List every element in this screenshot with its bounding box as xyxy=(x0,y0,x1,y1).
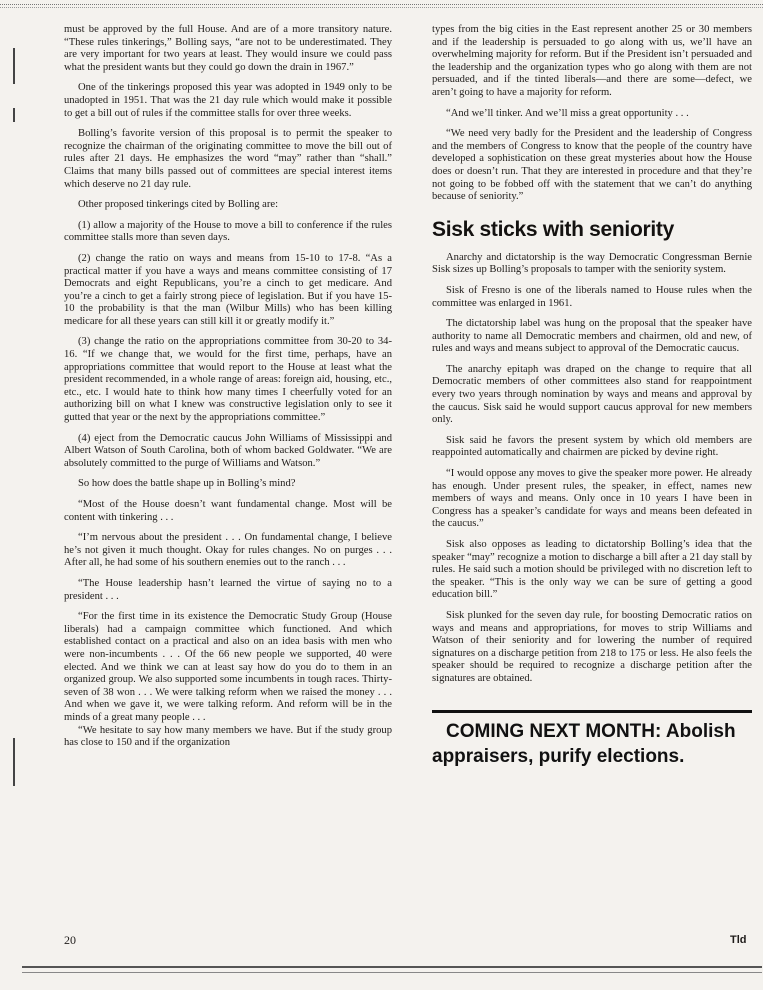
paragraph: types from the big cities in the East represent another 25 or 30 members and if the leadership is persuaded to go along with us, we’ll have an overwhelming majority for reform. But if the President isn’t persuaded and the leadership and the organization types who go along with them are not persuaded, and if the tinted liberals—and there are some—defect, we aren’t going to have a majority for reform. xyxy=(432,24,752,98)
paragraph: (4) eject from the Democratic caucus John Williams of Mississippi and Albert Watson of South Carolina, both of whom backed Goldwater. “We are absolutely committed to the purge of Williams and Watson.” xyxy=(64,432,392,469)
paragraph: Other proposed tinkerings cited by Bolling are: xyxy=(78,199,279,211)
paragraph: must be approved by the full House. And are of a more transitory nature. “These rules tinkerings,” Bolling says, “are not to be underestimated. They are very important for two years at least. They would insure we could pass what the president wants but they could go down the drain in 1967.” xyxy=(64,24,392,73)
margin-mark xyxy=(13,108,15,122)
section-heading: Sisk sticks with seniority xyxy=(432,217,674,241)
paragraph: Bolling’s favorite version of this proposal is to permit the speaker to recognize the chairman of the originating committee to move the bill out of rules after 21 days. He emphasizes the word “may” rather than “shall.” Claims that many bills passed out of committees are special interest items which deserve no 21 day rule. xyxy=(64,128,392,190)
paragraph: “We need very badly for the President and the leadership of Congress and the members of Congress to know that the people of the country have developed a sophistication on these great mysteries about how the House does or doesn’t run. That they are interested in procedure and that they’re not going to be fobbed off with the statement that we can’t do anything because of seniority.” xyxy=(432,128,752,203)
margin-mark xyxy=(13,48,15,84)
paragraph: “For the first time in its existence the Democratic Study Group (House liberals) had a campaign committee which functioned. And which established contact on a practical and also on an idea basis with men who were non-incumbents . . . Of the 66 new people we supported, 40 were elected. And we think we can at least say how do you do to them in an organized group. We also supported some incumbents in tough races. Thirty-seven of 38 won . . . We were talking reform when we raised the money . . . And when we gave it, we were talking reform. And reform will be in the minds of a great many people . . . xyxy=(64,611,392,723)
margin-mark xyxy=(13,738,15,786)
paragraph: The anarchy epitaph was draped on the change to require that all Democratic members of other committees also stand for reappointment every two years through nomination by ways and means and approval by the caucus. Sisk said he would support caucus approval for new members only. xyxy=(432,363,752,426)
paragraph: Sisk also opposes as leading to dictatorship Bolling’s idea that the speaker “may” recognize a motion to discharge a bill after a 21 day stall by rules. He said such a motion should be privileged with no discretion left to the speaker. “This is the only way we can be sure of getting a good education bill.” xyxy=(432,539,752,601)
paragraph: One of the tinkerings proposed this year was adopted in 1949 only to be unadopted in 1951. That was the 21 day rule which would make it possible to get a bill out of rules if the committee stalls for over three weeks. xyxy=(64,82,392,119)
paragraph: The dictatorship label was hung on the proposal that the speaker have authority to name all Democratic members and chairmen, old and new, of rules and ways and means subject to approval of the Democratic caucus. xyxy=(432,318,752,355)
paragraph: (2) change the ratio on ways and means from 15-10 to 17-8. “As a practical matter if you have a ways and means committee consisting of 17 Democrats and eight Republicans, you’re a cinch to get medicare. And you’re a cinch to get a fairly strong piece of legislation. But if you have 15-10 the probability is that the man (Wilbur Mills) who has been killing medicare for all these years can still kill it or greatly modify it.” xyxy=(64,252,392,327)
page-number: 20 xyxy=(64,933,76,947)
paragraph: Anarchy and dictatorship is the way Democratic Congressman Bernie Sisk sizes up Bolling’s proposals to tamper with the seniority system. xyxy=(432,251,752,276)
paragraph: Sisk of Fresno is one of the liberals named to House rules when the committee was enlarged in 1961. xyxy=(432,284,752,309)
next-month-text: COMING NEXT MONTH: Abolish appraisers, purify elections. xyxy=(432,720,736,767)
top-border-rule xyxy=(0,4,763,8)
paragraph: “Most of the House doesn’t want fundamental change. Most will be content with tinkering . . . xyxy=(64,499,392,523)
paragraph: “We hesitate to say how many members we have. But if the study group has close to 150 and if the organization xyxy=(64,724,392,749)
right-column xyxy=(432,24,752,777)
paragraph: “And we’ll tinker. And we’ll miss a great opportunity . . . xyxy=(446,107,689,119)
paragraph: So how does the battle shape up in Bolling’s mind? xyxy=(78,478,296,490)
bottom-border-rule xyxy=(22,966,762,973)
paragraph: (1) allow a majority of the House to move a bill to conference if the rules committee stalls more than seven days. xyxy=(64,219,392,244)
paragraph: (3) change the ratio on the appropriations committee from 30-20 to 34-16. “If we change that, we would for the first time, perhaps, have an appropriations committee that would report to the House at least what the president recommended, in a whole range of areas: foreign aid, housing, etc., etc., etc. I would hate to think how many times I cheerfully voted for an authorizing bill on what I knew was constructive legislation only to see it gutted that year or the next by the appropriations committee.” xyxy=(64,336,392,424)
publication-mark: Tld xyxy=(730,934,747,946)
paragraph: “I would oppose any moves to give the speaker more power. He already has enough. Under present rules, the speaker, in effect, names new members of ways and means. Only once in 10 years I have been in Congress has a speaker’s candidate for ways and means been defeated in the caucus.” xyxy=(432,468,752,530)
next-month-banner xyxy=(432,710,752,769)
paragraph: “The House leadership hasn’t learned the virtue of saying no to a president . . . xyxy=(64,577,392,602)
paragraph: “I’m nervous about the president . . . On fundamental change, I believe he’s not given it much thought. Okay for rules changes. No on purges . . . After all, he had some of his southern enemies out to the ranch . . . xyxy=(64,532,392,569)
paragraph: Sisk plunked for the seven day rule, for boosting Democratic ratios on ways and means and appropriations, for moves to strip Williams and Watson of their seniority and for lowering the number of required signatures on a discharge petition from 218 to 175 or less. He also feels the speaker should be required to recognize a discharge petition after the signatures are obtained. xyxy=(432,609,752,684)
left-column xyxy=(64,24,392,750)
paragraph: Sisk said he favors the present system by which old members are reappointed automatically and chairmen are picked by devine right. xyxy=(432,434,752,459)
